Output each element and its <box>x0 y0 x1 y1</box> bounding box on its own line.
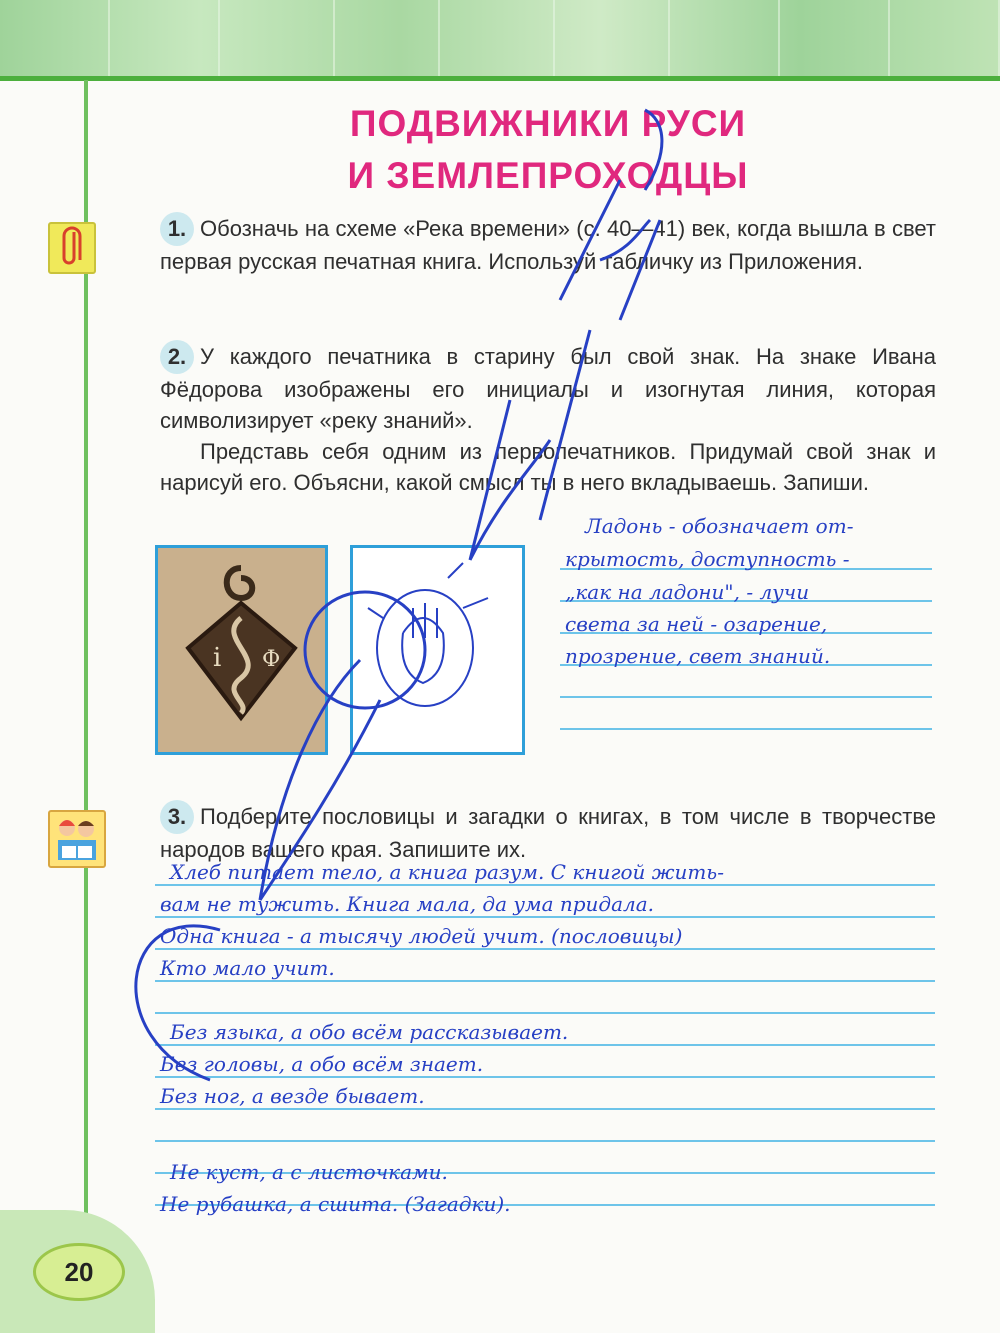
handwritten-line: прозрение, свет знаний. <box>565 644 831 668</box>
banner-photo <box>890 0 1000 78</box>
page-title <box>160 98 936 202</box>
banner-photo <box>670 0 780 78</box>
handwritten-line: Ладонь - обозначает от- <box>585 514 854 538</box>
handwritten-line: Не рубашка, а сшита. (Загадки). <box>160 1192 511 1216</box>
svg-text:i: i <box>213 643 222 673</box>
handwritten-line: Хлеб питает тело, а книга разум. С книгой жить- <box>170 860 724 884</box>
task-2-text: У каждого печатника в старину был свой знак. На знаке Ивана Фёдорова изображены его инициалы и изогнутая линия, которая символизирует «реку знаний». <box>160 344 936 433</box>
handwritten-line: Без языка, а обо всём рассказывает. <box>170 1020 569 1044</box>
header-photo-banner <box>0 0 1000 78</box>
banner-emblem <box>110 0 220 78</box>
handwritten-line: Кто мало учит. <box>160 956 335 980</box>
banner-photo <box>0 0 110 78</box>
handwritten-line: вам не тужить. Книга мала, да ума придала. <box>160 892 655 916</box>
task-number: 2. <box>160 340 194 374</box>
banner-photo <box>225 0 335 78</box>
task-1 <box>160 212 936 277</box>
task-number: 3. <box>160 800 194 834</box>
banner-photo <box>445 0 555 78</box>
handwritten-line: света за ней - озарение, <box>565 612 828 636</box>
drawn-sign-frame <box>350 545 525 755</box>
printer-mark-image <box>155 545 328 755</box>
banner-photo <box>330 0 440 78</box>
svg-text:Ф: Ф <box>262 647 281 672</box>
handwritten-line: „как на ладони", - лучи <box>565 580 810 604</box>
title-line-1: ПОДВИЖНИКИ РУСИ <box>349 103 747 144</box>
children-reading-icon <box>48 810 106 868</box>
banner-photo <box>780 0 890 78</box>
task-number: 1. <box>160 212 194 246</box>
task-2-text-2: Представь себя одним из первопечатников. Придумай свой знак и нарисуй его. Объясни, какой смысл ты в него вкладываешь. Запиши. <box>160 439 936 495</box>
handwritten-line: крытость, доступность - <box>565 547 850 571</box>
handwritten-line: Без ног, а везде бывает. <box>160 1084 425 1108</box>
title-line-2: И ЗЕМЛЕПРОХОДЦЫ <box>347 155 749 196</box>
paperclip-icon <box>48 222 96 274</box>
handwritten-line: Одна книга - а тысячу людей учит. (пословицы) <box>160 924 683 948</box>
handwritten-line: Без головы, а обо всём знает. <box>160 1052 484 1076</box>
banner-photo <box>560 0 670 78</box>
task-1-text: Обозначь на схеме «Река времени» (с. 40—41) век, когда вышла в свет первая русская печатная книга. Используй табличку из Приложения. <box>160 216 936 274</box>
page-number: 20 <box>33 1243 125 1301</box>
task-3-text: Подберите пословицы и загадки о книгах, в том числе в творчестве народов вашего края. Запишите их. <box>160 804 936 862</box>
banner-stripe <box>0 76 1000 81</box>
handwritten-line: Не куст, а с листочками. <box>170 1160 448 1184</box>
task-2 <box>160 340 936 498</box>
